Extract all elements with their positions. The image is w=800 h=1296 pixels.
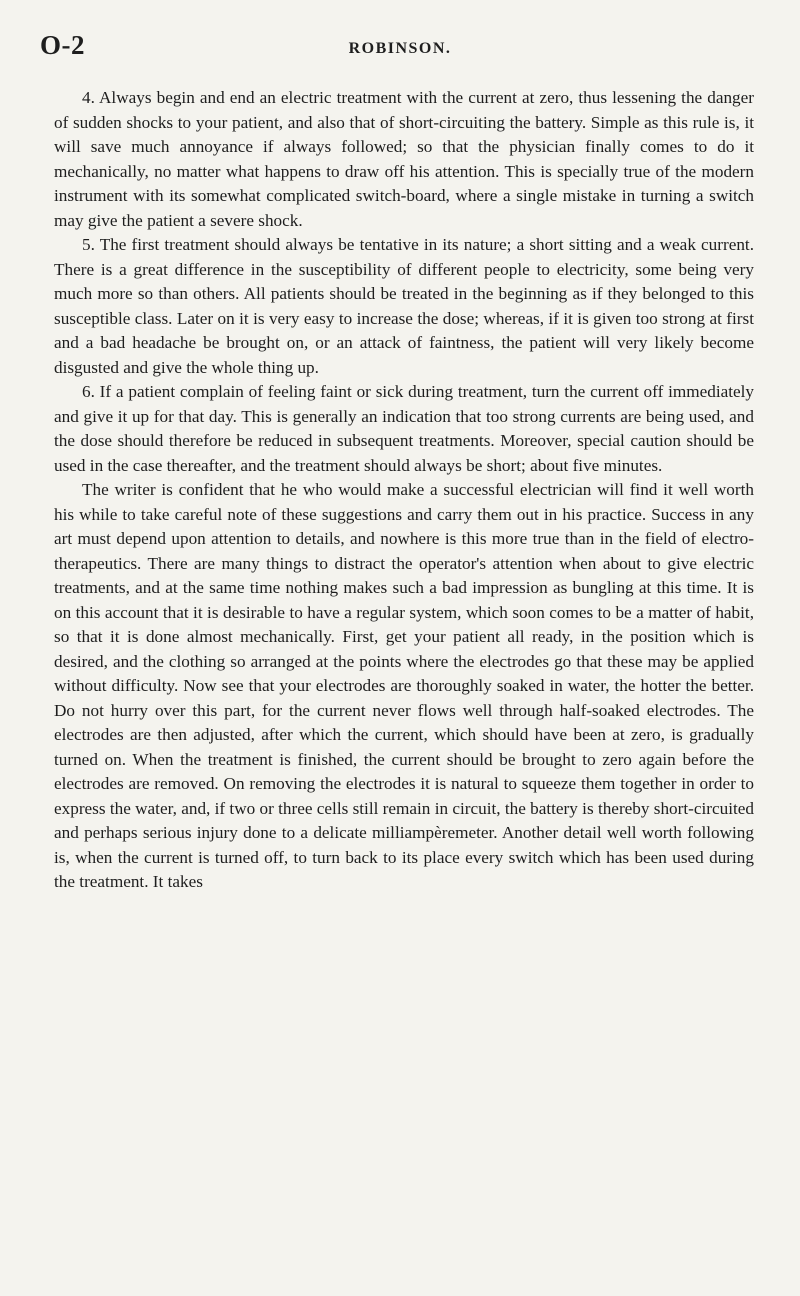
paragraph-rule-6: 6. If a patient complain of feeling faint or sick during treatment, turn the current off immediately and give it up for that day. This is generally an indication that too strong currents are being used, and the dose should therefore be reduced in subsequent treatments. Moreover, special caution should be used in the case thereafter, and the treatment should always be short; about five minutes. bbox=[54, 382, 754, 475]
paragraph-conclusion: The writer is confident that he who would make a successful electrician will find it well worth his while to take careful note of these suggestions and carry them out in his practice. Success in any art must depend upon attention to details, and nowhere is this more true than in the field of electro-therapeutics. There are many things to distract the operator's attention when about to give electric treatments, and at the same time nothing makes such a bad impression as bungling at this time. It is on this account that it is desirable to have a regular system, which soon comes to be a matter of habit, so that it is done almost mechanically. First, get your patient all ready, in the position which is desired, and the clothing so arranged at the points where the electrodes go that these may be applied without difficulty. Now see that your electrodes are thoroughly soaked in water, the hotter the better. Do not hurry over this part, for the current never flows well through half-soaked electrodes. The electrodes are then adjusted, after which the current, which should have been at zero, is gradually turned on. When the treatment is finished, the current should be brought to zero again before the electrodes are removed. On removing the electrodes it is natural to squeeze them together in order to express the water, and, if two or three cells still remain in circuit, the battery is thereby short-circuited and perhaps serious injury done to a delicate milliampèremeter. Another detail well worth following is, when the current is turned off, to turn back to its place every switch which has been used during the treatment. It takes bbox=[54, 480, 754, 891]
paragraph-rule-4: 4. Always begin and end an electric treatment with the current at zero, thus lessening the danger of sudden shocks to your patient, and also that of short-circuiting the battery. Simple as this rule is, it will save much annoyance if always followed; so that the physician finally comes to do it mechanically, no matter what happens to draw off his attention. This is specially true of the modern instrument with its somewhat complicated switch-board, where a single mistake in turning a switch may give the patient a severe shock. bbox=[54, 88, 754, 230]
running-head: ROBINSON. bbox=[348, 40, 452, 57]
folio-mark: O-2 bbox=[40, 30, 85, 60]
body-text bbox=[54, 86, 754, 895]
paragraph-rule-5: 5. The first treatment should always be tentative in its nature; a short sitting and a weak current. There is a great difference in the susceptibility of different people to electricity, some being very much more so than others. All patients should be treated in the beginning as if they belonged to this susceptible class. Later on it is very easy to increase the dose; whereas, if it is given too strong at first and a bad headache be brought on, or an attack of faintness, the patient will very likely become disgusted and give the whole thing up. bbox=[54, 235, 754, 377]
page-header bbox=[40, 30, 760, 70]
